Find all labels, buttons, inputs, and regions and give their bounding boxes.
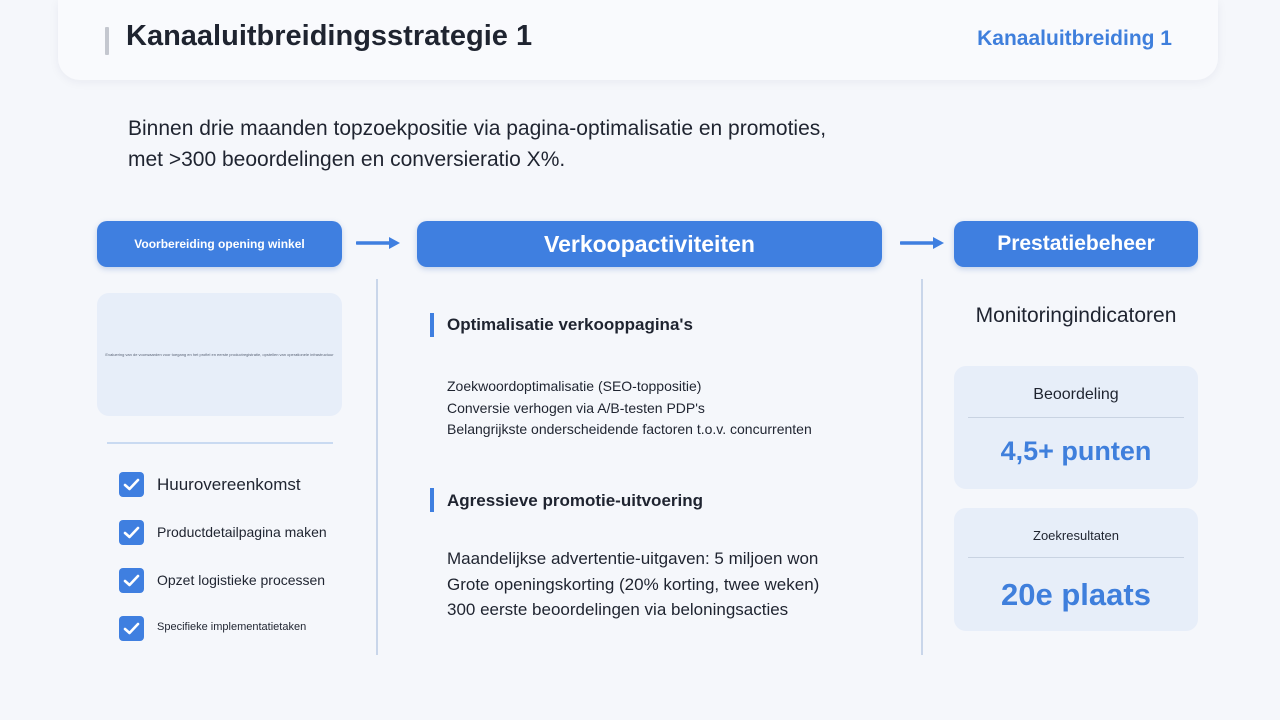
task-lease-agreement: Huurovereenkomst: [157, 475, 301, 494]
kpi-value: 4,5+ punten: [1000, 436, 1152, 466]
task-logistics-setup: Opzet logistieke processen: [157, 572, 326, 588]
checkbox-checked-icon[interactable]: [119, 616, 144, 641]
page-title: Kanaaluitbreidingsstrategie 1: [126, 20, 533, 52]
task-implementation: Specifieke implementatietaken: [157, 621, 307, 633]
title-accent-bar: [105, 27, 109, 55]
arrow-right-icon: [356, 235, 402, 251]
checkbox-checked-icon[interactable]: [119, 520, 144, 545]
kpi-value: 20e plaats: [1001, 577, 1151, 612]
kpi-divider: [968, 417, 1184, 418]
preparation-note-card: [97, 293, 342, 416]
monitoring-title: Monitoringindicatoren: [975, 304, 1177, 327]
section-accent-bar: [430, 313, 434, 337]
header: [58, 0, 1218, 80]
preparation-note-text: Evaluering van de voorwaarden voor toegang en het profiel en eerste productregistratie, opstellen van operationele infrastructuur: [105, 352, 334, 357]
header-tag: Kanaaluitbreiding 1: [977, 27, 1172, 50]
section-title-promotion: Agressieve promotie-uitvoering: [447, 491, 704, 510]
checkbox-checked-icon[interactable]: [119, 568, 144, 593]
checkbox-checked-icon[interactable]: [119, 472, 144, 497]
section-title-page-optimization: Optimalisatie verkooppagina's: [447, 315, 693, 334]
list-item: Conversie verhogen via A/B-testen PDP's: [447, 399, 705, 416]
column-divider: [376, 279, 378, 655]
list-item: Grote openingskorting (20% korting, twee weken): [447, 574, 820, 594]
section-items-promotion: [447, 546, 819, 623]
intro-line-2: met >300 beoordelingen en conversieratio X%.: [128, 148, 566, 171]
kpi-label: Beoordeling: [1033, 386, 1119, 403]
kpi-label: Zoekresultaten: [1033, 528, 1119, 543]
list-item: Maandelijkse advertentie-uitgaven: 5 miljoen won: [447, 549, 819, 568]
arrow-right-icon: [900, 235, 946, 251]
step-sales: Verkoopactiviteiten: [417, 221, 882, 267]
intro-line-1: Binnen drie maanden topzoekpositie via pagina-optimalisatie en promoties,: [128, 117, 827, 140]
list-item: 300 eerste beoordelingen via beloningsacties: [447, 600, 789, 619]
task-product-detail-page: Productdetailpagina maken: [157, 524, 327, 540]
kpi-card-rating: [954, 366, 1198, 489]
list-item: Belangrijkste onderscheidende factoren t.o.v. concurrenten: [447, 421, 812, 437]
step-performance: Prestatiebeheer: [954, 221, 1198, 267]
section-accent-bar: [430, 488, 434, 512]
intro-text: [128, 113, 948, 175]
list-item: Zoekwoordoptimalisatie (SEO-toppositie): [447, 378, 702, 394]
kpi-divider: [968, 557, 1184, 558]
preparation-divider: [107, 442, 333, 444]
kpi-card-search: [954, 508, 1198, 631]
column-divider: [921, 279, 923, 655]
section-items-page-optimization: [447, 376, 812, 441]
step-preparation: Voorbereiding opening winkel: [97, 221, 342, 267]
